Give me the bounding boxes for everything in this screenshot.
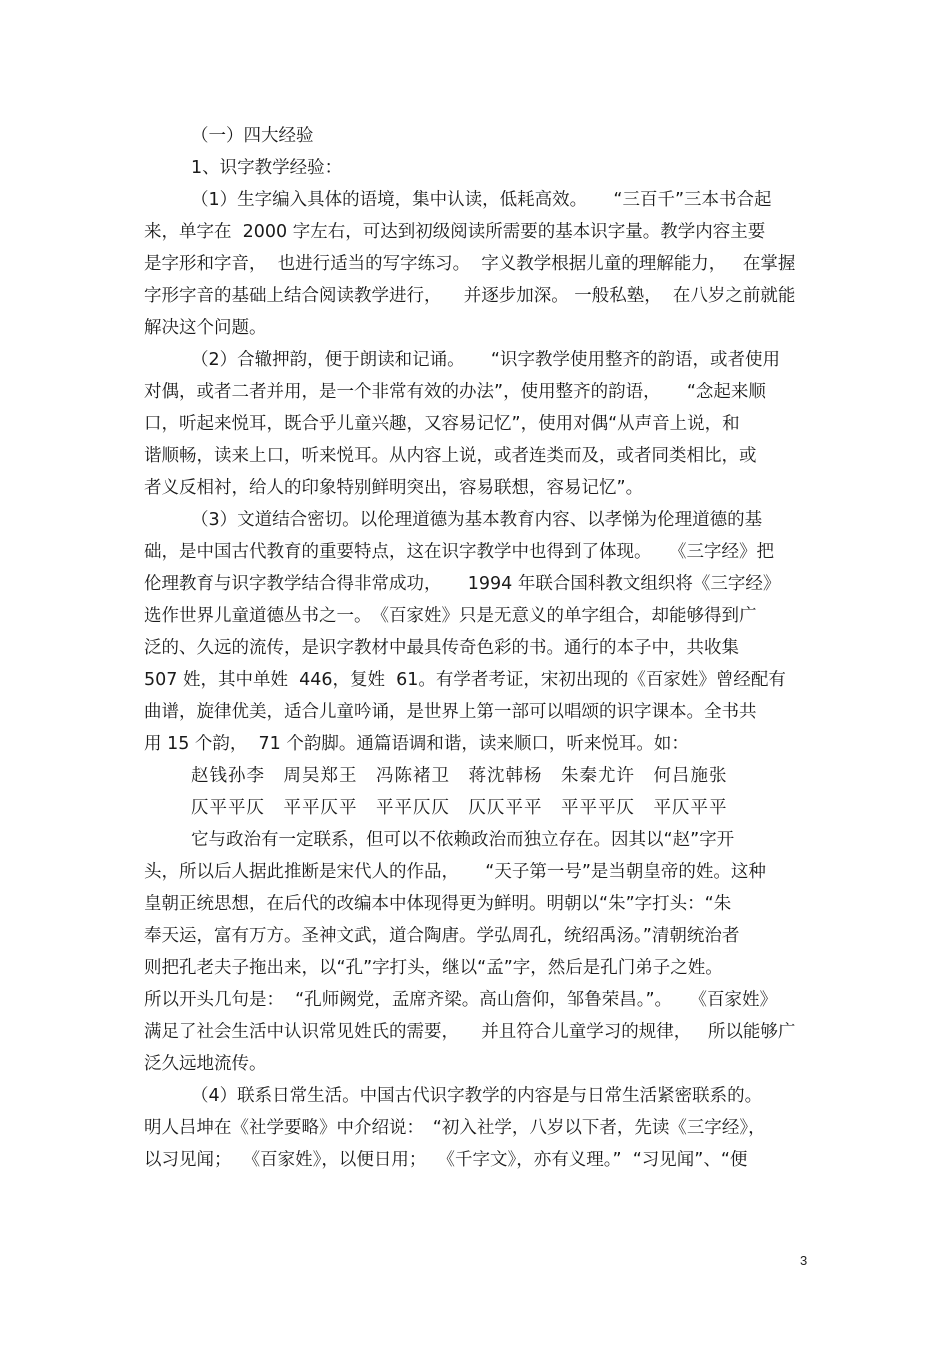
paragraph-line: 字形字音的基础上结合阅读教学进行， 并逐步加深。 一般私塾， 在八岁之前就能 xyxy=(144,286,796,306)
paragraph-line: 来，单字在 2000 字左右，可达到初级阅读所需要的基本识字量。教学内容主要 xyxy=(144,222,766,242)
paragraph-line: 是字形和字音， 也进行适当的写字练习。 字义教学根据儿童的理解能力， 在掌握 xyxy=(144,254,796,274)
paragraph-line: 明人吕坤在《社学要略》中介绍说： “初入社学，八岁以下者，先读《三字经》， xyxy=(144,1118,766,1138)
paragraph-line: 奉天运，富有万方。圣神文武，道合陶唐。学弘周孔，统绍禹汤。”清朝统治者 xyxy=(144,926,740,946)
paragraph-line: 础，是中国古代教育的重要特点，这在识字教学中也得到了体现。 《三字经》把 xyxy=(144,542,774,562)
verse-line-tones: 仄平平仄 平平仄平 平平仄仄 仄仄平平 平平平仄 平仄平平 xyxy=(191,798,728,818)
paragraph-line: （1）生字编入具体的语境，集中认读，低耗高效。 “三百千”三本书合起 xyxy=(191,190,772,210)
paragraph-line: 507 姓，其中单姓 446，复姓 61。有学者考证，宋初出现的《百家姓》曾经配有 xyxy=(144,670,786,690)
paragraph-line: 选作世界儿童道德丛书之一。 《百家姓》只是无意义的单字组合，却能够得到广 xyxy=(144,606,757,626)
section-heading: （一）四大经验 xyxy=(191,126,314,146)
paragraph-line: 则把孔老夫子拖出来，以“孔”字打头，继以“孟”字，然后是孔门弟子之姓。 xyxy=(144,958,723,978)
verse-line-surnames: 赵钱孙李 周吴郑王 冯陈褚卫 蒋沈韩杨 朱秦尤许 何吕施张 xyxy=(191,766,728,786)
paragraph-line: 它与政治有一定联系，但可以不依赖政治而独立存在。因其以“赵”字开 xyxy=(191,830,735,850)
paragraph-line: （4）联系日常生活。中国古代识字教学的内容是与日常生活紧密联系的。 xyxy=(191,1086,763,1106)
paragraph-line: 皇朝正统思想，在后代的改编本中体现得更为鲜明。明朝以“朱”字打头：“朱 xyxy=(144,894,732,914)
subsection-heading: 1、识字教学经验： xyxy=(191,158,343,178)
paragraph-line: 对偶，或者二者并用，是一个非常有效的办法”，使用整齐的韵语， “念起来顺 xyxy=(144,382,766,402)
paragraph-line: 伦理教育与识字教学结合得非常成功， 1994 年联合国科教文组织将《三字经》 xyxy=(144,574,781,594)
paragraph-line: 者义反相衬，给人的印象特别鲜明突出，容易联想，容易记忆”。 xyxy=(144,478,644,498)
paragraph-line: 所以开头几句是： “孔师阙党，孟席齐梁。高山詹仰，邹鲁荣昌。”。 《百家姓》 xyxy=(144,990,778,1010)
paragraph-line: 用 15 个韵， 71 个韵脚。通篇语调和谐，读来顺口，听来悦耳。如： xyxy=(144,734,689,754)
paragraph-line: 口，听起来悦耳，既合乎儿童兴趣，又容易记忆”，使用对偶“从声音上说，和 xyxy=(144,414,740,434)
paragraph-line: 以习见闻； 《百家姓》，以便日用； 《千字文》，亦有义理。” “习见闻”、“便 xyxy=(144,1150,748,1170)
paragraph-line: （2）合辙押韵，便于朗读和记诵。 “识字教学使用整齐的韵语，或者使用 xyxy=(191,350,780,370)
paragraph-line: 满足了社会生活中认识常见姓氏的需要， 并且符合儿童学习的规律， 所以能够广 xyxy=(144,1022,796,1042)
paragraph-line: 泛久远地流传。 xyxy=(144,1054,267,1074)
paragraph-line: 谐顺畅，读来上口，听来悦耳。从内容上说，或者连类而及，或者同类相比，或 xyxy=(144,446,757,466)
paragraph-line: 曲谱，旋律优美，适合儿童吟诵，是世界上第一部可以唱颂的识字课本。全书共 xyxy=(144,702,757,722)
page-number: 3 xyxy=(800,1253,808,1268)
paragraph-line: 头，所以后人据此推断是宋代人的作品， “天子第一号”是当朝皇帝的姓。这种 xyxy=(144,862,766,882)
paragraph-line: 解决这个问题。 xyxy=(144,318,267,338)
paragraph-line: 泛的、久远的流传，是识字教材中最具传奇色彩的书。通行的本子中，共收集 xyxy=(144,638,739,658)
paragraph-line: （3）文道结合密切。以伦理道德为基本教育内容、以孝悌为伦理道德的基 xyxy=(191,510,763,530)
